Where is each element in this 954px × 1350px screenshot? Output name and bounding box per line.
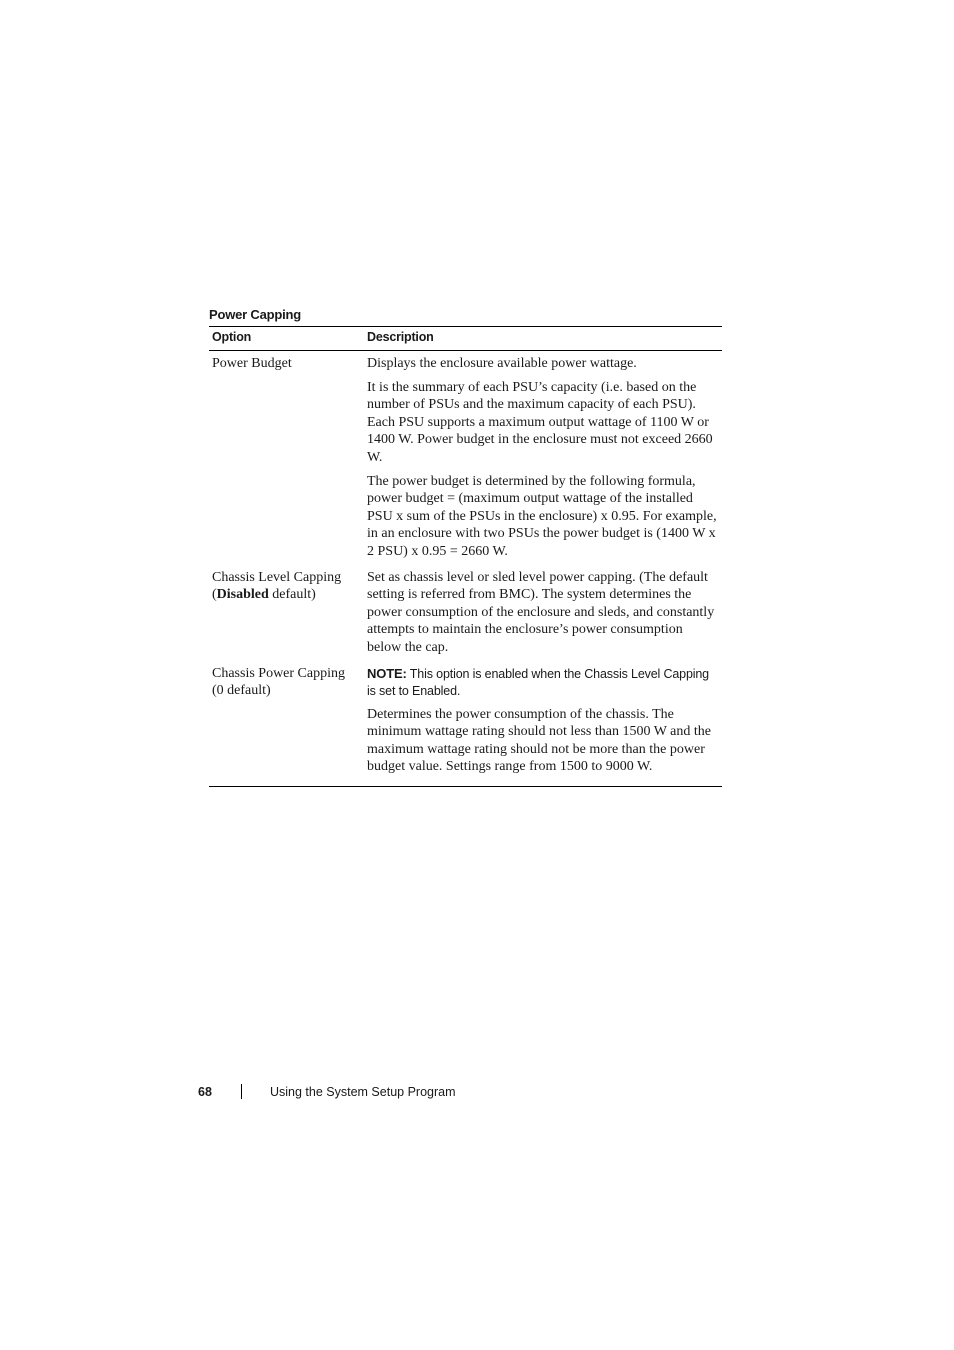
page-footer (198, 1084, 456, 1099)
note-text: This option is enabled when the Chassis Level Capping is set to Enabled. (367, 666, 709, 698)
option-default-value: Disabled (216, 587, 269, 603)
option-default-suffix: default) (268, 587, 316, 603)
note (367, 665, 719, 700)
page-number: 68 (198, 1084, 212, 1099)
table-header-row (209, 327, 722, 351)
option-cell (209, 663, 364, 787)
description-paragraph: Set as chassis level or sled level power capping. (The default setting is referred from BMC). The system determines the power consumption of the enclosure and sleds, and constantly attempts to maintain the enclosure’s power consumption below the cap. (367, 569, 715, 655)
option-chassis-power-capping (212, 663, 361, 700)
header-option: Option (209, 327, 364, 351)
note-label: NOTE: (367, 665, 407, 681)
option-label: Chassis Power Capping (212, 665, 345, 681)
table-caption: Power Capping (209, 307, 302, 322)
table-row (209, 567, 722, 663)
option-default: (0 default) (212, 683, 271, 699)
footer-separator (241, 1084, 242, 1099)
description-paragraph: Determines the power consumption of the chassis. The minimum wattage rating should not less than 1500 W and the maximum wattage rating should not be more than the power budget value. Settings range from 1500 to 9000 W. (367, 706, 711, 775)
header-description: Description (364, 327, 722, 351)
section-title: Using the System Setup Program (270, 1084, 456, 1099)
description-cell (364, 663, 722, 787)
option-chassis-level-capping (212, 567, 361, 604)
option-paren: ( (212, 587, 217, 603)
option-cell (209, 567, 364, 663)
option-label: Chassis Level Capping (212, 569, 342, 585)
table-row (209, 351, 722, 567)
option-power-budget: Power Budget (212, 356, 292, 371)
description-cell (364, 351, 722, 567)
description-paragraph: It is the summary of each PSU’s capacity (i.e. based on the number of PSUs and the maximum capacity of each PSU). Each PSU supports a maximum output wattage of 1100 W or 1400 W. Power budget in the enclosure must not exceed 2660 W. (367, 379, 713, 465)
description-cell (364, 567, 722, 663)
option-cell (209, 351, 364, 567)
description-paragraph: Displays the enclosure available power wattage. (367, 356, 637, 371)
description-paragraph: The power budget is determined by the following formula, power budget = (maximum output wattage of the installed PSU x sum of the PSUs in the enclosure) x 0.95. For example, in an enclosure with two PSUs the power budget is (1400 W x 2 PSU) x 0.95 = 2660 W. (367, 473, 717, 559)
table-row (209, 663, 722, 787)
power-capping-table (209, 326, 722, 787)
